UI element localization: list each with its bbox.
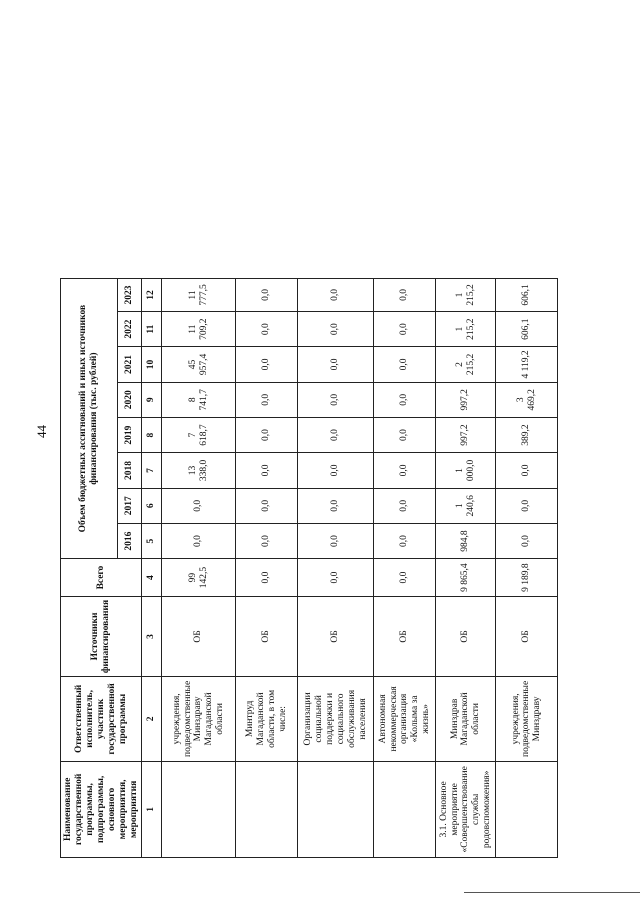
- cell-year-value: 2 215,2: [436, 347, 496, 382]
- cell-program: [236, 761, 298, 857]
- table-body: [162, 279, 558, 858]
- column-number: 4: [142, 559, 162, 597]
- cell-year-value: 11 709,2: [162, 311, 236, 346]
- cell-year-value: 0,0: [496, 523, 558, 558]
- cell-year-value: 0,0: [236, 488, 298, 523]
- header-total: Всего: [61, 559, 142, 597]
- cell-source: ОБ: [436, 596, 496, 676]
- cell-program: [298, 761, 374, 857]
- rotated-table-wrapper: [60, 278, 558, 858]
- cell-year-value: 0,0: [236, 311, 298, 346]
- cell-year-value: 0,0: [298, 311, 374, 346]
- header-program: Наименование государственной программы, подпрограммы, основного мероприятия, мероприятия: [61, 761, 142, 857]
- cell-year-value: 8 741,7: [162, 382, 236, 417]
- cell-year-value: 0,0: [374, 279, 436, 312]
- cell-year-value: 45 957,4: [162, 347, 236, 382]
- cell-year-value: 0,0: [298, 382, 374, 417]
- cell-executor: учреждения, подведомственные Минздраву: [496, 677, 558, 762]
- cell-source: ОБ: [496, 596, 558, 676]
- column-number-row: [142, 279, 162, 858]
- cell-total: 9 189,8: [496, 559, 558, 597]
- cell-program: [162, 761, 236, 857]
- header-year: 2020: [117, 382, 142, 417]
- cell-year-value: 1 215,2: [436, 279, 496, 312]
- cell-year-value: 606,1: [496, 311, 558, 346]
- cell-program: 3.1. Основное мероприятие «Совершенствование службы родовспоможения»: [436, 761, 496, 857]
- cell-year-value: 984,8: [436, 523, 496, 558]
- cell-year-value: 0,0: [298, 488, 374, 523]
- column-number: 8: [142, 417, 162, 452]
- cell-year-value: 3 469,2: [496, 382, 558, 417]
- header-year: 2017: [117, 488, 142, 523]
- header-year: 2023: [117, 279, 142, 312]
- header-executor: Ответственный исполнитель, участник государственной программы: [61, 677, 142, 762]
- cell-year-value: 1 215,2: [436, 311, 496, 346]
- cell-year-value: 1 000,0: [436, 453, 496, 488]
- cell-program: [496, 761, 558, 857]
- cell-source: ОБ: [374, 596, 436, 676]
- column-number: 5: [142, 523, 162, 558]
- header-source: Источники финансирования: [61, 596, 142, 676]
- column-number: 10: [142, 347, 162, 382]
- column-number: 6: [142, 488, 162, 523]
- funding-table: [60, 278, 558, 858]
- cell-year-value: 0,0: [298, 347, 374, 382]
- cell-executor: Автономная некоммерческая организация «Колыма за жизнь»: [374, 677, 436, 762]
- cell-source: ОБ: [298, 596, 374, 676]
- table-row: [496, 279, 558, 858]
- cell-program: [374, 761, 436, 857]
- cell-source: ОБ: [236, 596, 298, 676]
- cell-year-value: 0,0: [162, 523, 236, 558]
- table-row: [436, 279, 496, 858]
- cell-year-value: 7 618,7: [162, 417, 236, 452]
- cell-year-value: 0,0: [236, 382, 298, 417]
- cell-total: 99 142,5: [162, 559, 236, 597]
- cell-year-value: 0,0: [374, 523, 436, 558]
- cell-year-value: 13 338,0: [162, 453, 236, 488]
- column-number: 3: [142, 596, 162, 676]
- column-number: 1: [142, 761, 162, 857]
- cell-year-value: 997,2: [436, 382, 496, 417]
- header-year: 2018: [117, 453, 142, 488]
- cell-total: 0,0: [374, 559, 436, 597]
- cell-year-value: 0,0: [496, 488, 558, 523]
- header-year: 2016: [117, 523, 142, 558]
- cell-year-value: 11 777,5: [162, 279, 236, 312]
- cell-year-value: 0,0: [374, 382, 436, 417]
- header-year: 2022: [117, 311, 142, 346]
- page-number: 44: [34, 425, 49, 438]
- column-number: 11: [142, 311, 162, 346]
- cell-year-value: 0,0: [298, 523, 374, 558]
- cell-source: ОБ: [162, 596, 236, 676]
- cell-year-value: 0,0: [374, 311, 436, 346]
- table-row: [298, 279, 374, 858]
- cell-total: 9 865,4: [436, 559, 496, 597]
- cell-year-value: 0,0: [162, 488, 236, 523]
- column-number: 9: [142, 382, 162, 417]
- column-number: 12: [142, 279, 162, 312]
- cell-year-value: 606,1: [496, 279, 558, 312]
- cell-executor: Организации социальной поддержки и социального обслуживания населения: [298, 677, 374, 762]
- cell-year-value: 0,0: [236, 523, 298, 558]
- cell-executor: Минтруд Магаданской области, в том числе:: [236, 677, 298, 762]
- header-funding-group: Объем бюджетных ассигнований и иных источников финансирования (тыс. рублей): [61, 279, 118, 559]
- cell-year-value: 0,0: [496, 453, 558, 488]
- cell-year-value: 0,0: [236, 347, 298, 382]
- cell-year-value: 0,0: [374, 488, 436, 523]
- cell-year-value: 1 240,6: [436, 488, 496, 523]
- cell-year-value: 389,2: [496, 417, 558, 452]
- cell-total: 0,0: [236, 559, 298, 597]
- table-row: [374, 279, 436, 858]
- cell-year-value: 0,0: [374, 453, 436, 488]
- cell-year-value: 4 119,2: [496, 347, 558, 382]
- cell-executor: учреждения, подведомственные Минздраву Магаданской области: [162, 677, 236, 762]
- table-row: [162, 279, 236, 858]
- column-number: 2: [142, 677, 162, 762]
- cell-year-value: 0,0: [298, 453, 374, 488]
- cell-year-value: 0,0: [236, 279, 298, 312]
- cell-year-value: 997,2: [436, 417, 496, 452]
- header-year: 2021: [117, 347, 142, 382]
- footer-rule: [464, 892, 640, 893]
- cell-year-value: 0,0: [236, 417, 298, 452]
- cell-total: 0,0: [298, 559, 374, 597]
- cell-year-value: 0,0: [298, 279, 374, 312]
- cell-year-value: 0,0: [374, 417, 436, 452]
- header-year: 2019: [117, 417, 142, 452]
- cell-executor: Минздрав Магаданской области: [436, 677, 496, 762]
- table-row: [236, 279, 298, 858]
- cell-year-value: 0,0: [298, 417, 374, 452]
- cell-year-value: 0,0: [374, 347, 436, 382]
- column-number: 7: [142, 453, 162, 488]
- cell-year-value: 0,0: [236, 453, 298, 488]
